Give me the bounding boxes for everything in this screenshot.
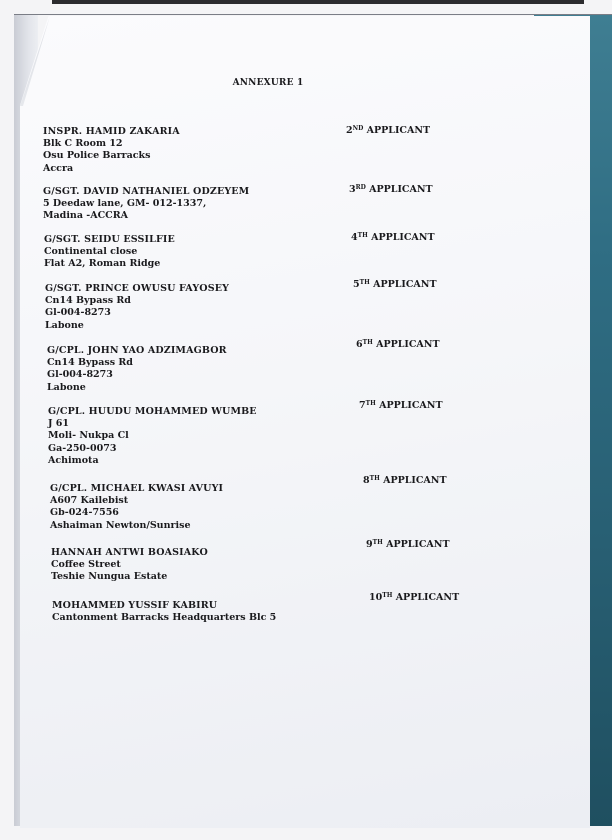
role-label: APPLICANT — [369, 184, 433, 195]
background-bottom — [14, 826, 612, 840]
address-line: Cantonment Barracks Headquarters Blc 5 — [52, 612, 277, 624]
applicant-role — [353, 279, 437, 290]
applicant-name: G/CPL. HUUDU MOHAMMED WUMBE — [48, 406, 257, 417]
applicant-name: G/SGT. PRINCE OWUSU FAYOSEY — [45, 283, 230, 294]
ordinal-number: 5 — [353, 279, 360, 290]
applicant-entry — [52, 600, 276, 624]
ordinal-suffix: TH — [359, 279, 370, 286]
address-line: Coffee Street — [51, 559, 121, 571]
applicant-name: G/SGT. DAVID NATHANIEL ODZEYEM — [43, 186, 250, 197]
ordinal-suffix: TH — [369, 475, 380, 482]
ordinal-suffix: TH — [365, 400, 376, 407]
address-line: Blk C Room 12 — [43, 138, 123, 150]
ordinal-suffix: TH — [357, 232, 368, 239]
applicant-name: G/CPL. JOHN YAO ADZIMAGBOR — [47, 345, 227, 356]
ordinal-number: 10 — [369, 592, 383, 603]
applicant-name: HANNAH ANTWI BOASIAKO — [51, 547, 208, 558]
role-label: APPLICANT — [383, 475, 447, 486]
applicant-entry — [47, 345, 227, 394]
role-label: APPLICANT — [386, 539, 450, 550]
ordinal-suffix: TH — [372, 539, 383, 546]
applicant-role — [369, 592, 459, 603]
applicant-role — [349, 184, 433, 195]
ordinal-number: 8 — [363, 475, 370, 486]
address-line: Ashaiman Newton/Sunrise — [50, 519, 191, 531]
ordinal-number: 2 — [346, 125, 353, 136]
address-line: Achimota — [48, 454, 99, 466]
applicant-entry — [43, 186, 249, 223]
address-line: Gb-024-7556 — [50, 507, 119, 519]
applicant-name: G/CPL. MICHAEL KWASI AVUYI — [50, 483, 224, 494]
ordinal-suffix: TH — [362, 339, 373, 346]
address-line: J 61 — [48, 418, 70, 430]
applicant-name: INSPR. HAMID ZAKARIA — [43, 126, 180, 137]
address-line: Ga-250-0073 — [48, 442, 117, 454]
role-label: APPLICANT — [395, 592, 460, 603]
address-line: Osu Police Barracks — [43, 150, 151, 162]
address-line: Gl-004-8273 — [45, 307, 111, 319]
address-line: Cn14 Bypass Rd — [47, 357, 133, 369]
role-label: APPLICANT — [371, 232, 435, 243]
applicant-role — [346, 125, 430, 136]
address-line: Teshie Nungua Estate — [51, 571, 168, 583]
ordinal-number: 9 — [366, 539, 373, 550]
ordinal-number: 6 — [356, 339, 363, 350]
address-line: Gl-004-8273 — [47, 369, 113, 381]
role-label: APPLICANT — [373, 279, 437, 290]
address-line: Labone — [45, 319, 84, 331]
role-label: APPLICANT — [379, 400, 443, 411]
applicant-role — [366, 539, 450, 550]
role-label: APPLICANT — [376, 339, 440, 350]
applicant-name: G/SGT. SEIDU ESSILFIE — [44, 234, 175, 245]
ordinal-number: 4 — [351, 232, 358, 243]
applicant-entry — [45, 283, 229, 332]
address-line: 5 Deedaw lane, GM- 012-1337, — [43, 198, 207, 210]
role-label: APPLICANT — [366, 125, 431, 136]
applicant-entry — [48, 406, 257, 467]
applicant-entry — [44, 234, 175, 271]
address-line: Cn14 Bypass Rd — [45, 295, 131, 307]
annexure-title: ANNEXURE 1 — [232, 78, 304, 88]
address-line: Labone — [47, 381, 86, 393]
applicant-entry — [51, 547, 208, 584]
address-line: Madina -ACCRA — [43, 210, 128, 222]
top-edge-bar — [52, 0, 584, 4]
applicant-name: MOHAMMED YUSSIF KABIRU — [52, 600, 218, 611]
applicant-role — [351, 232, 435, 243]
address-line: Accra — [43, 162, 74, 174]
ordinal-suffix: TH — [382, 592, 393, 599]
ordinal-number: 3 — [349, 184, 356, 195]
applicant-role — [359, 400, 443, 411]
applicant-entry — [43, 126, 180, 175]
applicant-role — [356, 339, 440, 350]
applicant-role — [363, 475, 447, 486]
ordinal-number: 7 — [359, 400, 366, 411]
address-line: A607 Kailebist — [50, 495, 129, 507]
address-line: Continental close — [44, 246, 138, 258]
ordinal-suffix: RD — [355, 184, 366, 191]
applicant-entry — [50, 483, 223, 532]
ordinal-suffix: ND — [352, 125, 364, 132]
address-line: Moli- Nukpa Cl — [48, 430, 129, 442]
frame-line — [14, 14, 612, 15]
address-line: Flat A2, Roman Ridge — [44, 258, 161, 270]
